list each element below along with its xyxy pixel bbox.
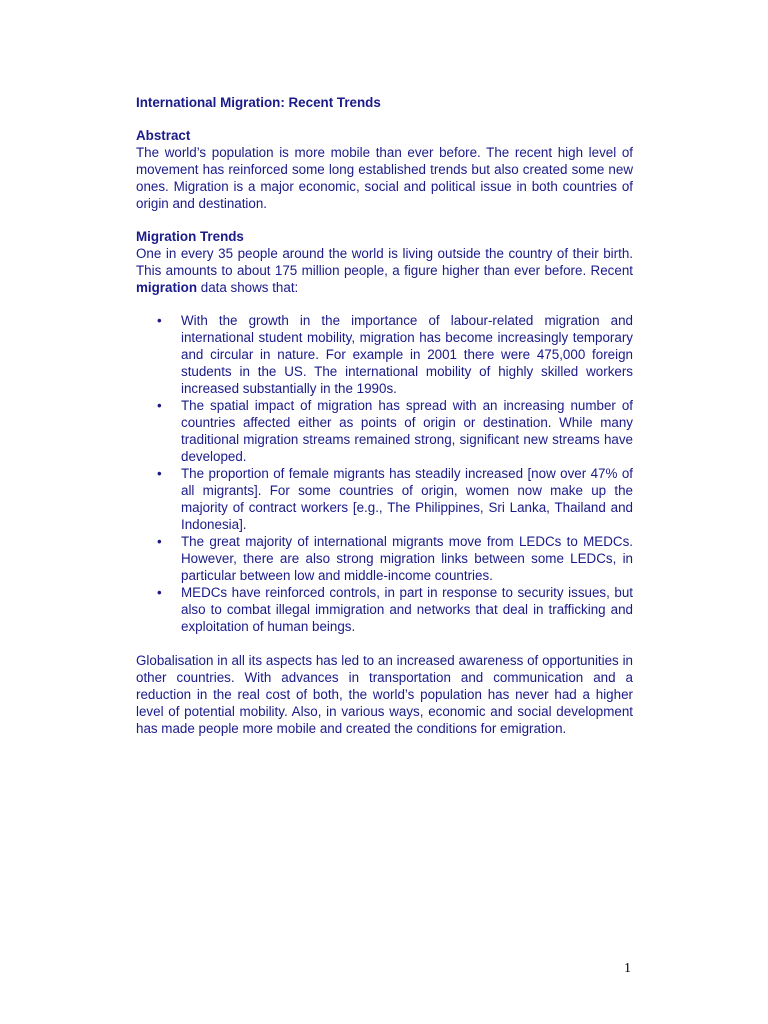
bullet-text: The spatial impact of migration has spread with an increasing number of countries affected either as points of origin or destination. While many traditional migration streams remained strong, significant new streams have developed. [181, 398, 633, 464]
intro-bold-word: migration [136, 280, 198, 295]
intro-text: One in every 35 people around the world is living outside the country of their birth. This amounts to about 175 million people, a figure higher than ever before. Recent [136, 246, 633, 278]
abstract-heading: Abstract [136, 128, 191, 143]
document-page [136, 94, 633, 737]
list-item [136, 533, 633, 584]
trend-bullet-list [136, 312, 633, 635]
list-item [136, 584, 633, 635]
page-number: 1 [624, 961, 631, 976]
closing-paragraph: Globalisation in all its aspects has led to an increased awareness of opportunities in other countries. With advances in transportation and communication and a reduction in the real cost of both, the world’s population has never had a higher level of potential mobility. Also, in various ways, economic and social development has made people more mobile and created the conditions for emigration. [136, 653, 633, 736]
bullet-text: The proportion of female migrants has steadily increased [now over 47% of all migrants]. For some countries of origin, women now make up the majority of contract workers [e.g., The Philippines, Sri Lanka, Thailand and Indonesia]. [181, 466, 633, 532]
bullet-icon: • [157, 398, 162, 413]
intro-tail: data shows that: [200, 280, 299, 295]
bullet-text: With the growth in the importance of labour-related migration and international student mobility, migration has become increasingly temporary and circular in nature. For example in 2001 there were 475,000 foreign students in the US. The international mobility of highly skilled workers increased substantially in the 1990s. [181, 313, 633, 396]
abstract-section [136, 127, 633, 212]
bullet-icon: • [157, 313, 162, 328]
bullet-icon: • [157, 466, 162, 481]
list-item [136, 312, 633, 397]
migration-trends-heading: Migration Trends [136, 229, 244, 244]
migration-trends-section [136, 228, 633, 635]
bullet-text: The great majority of international migrants move from LEDCs to MEDCs. However, there are also strong migration links between some LEDCs, in particular between low and middle-income countries. [181, 534, 633, 583]
document-title: International Migration: Recent Trends [136, 95, 381, 110]
bullet-icon: • [157, 585, 162, 600]
migration-trends-intro [136, 245, 633, 296]
list-item [136, 465, 633, 533]
bullet-text: MEDCs have reinforced controls, in part in response to security issues, but also to combat illegal immigration and networks that deal in trafficking and exploitation of human beings. [181, 585, 633, 634]
abstract-text: The world’s population is more mobile than ever before. The recent high level of movement has reinforced some long established trends but also created some new ones. Migration is a major economic, social and political issue in both countries of origin and destination. [136, 145, 633, 211]
bullet-icon: • [157, 534, 162, 549]
list-item [136, 397, 633, 465]
